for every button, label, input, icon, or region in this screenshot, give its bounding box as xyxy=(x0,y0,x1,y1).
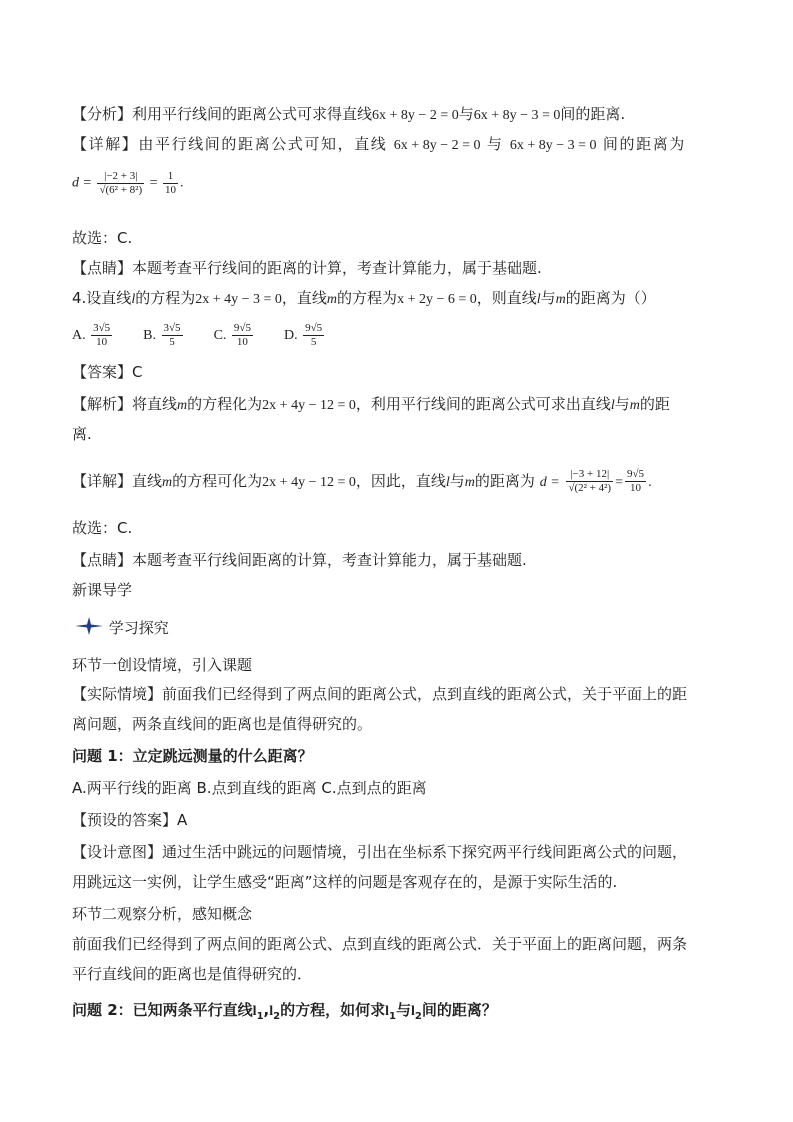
distance-formula: d = $\frac{|-2 + 3|}{\text{√(6² + 8²)}}$ = $\frac{1}{10}$ . xyxy=(72,170,184,196)
preset-answer-line xyxy=(72,810,187,830)
question-4: 4.设直线l的方程为2x + 4y − 3 = 0，直线m的方程为x + 2y − 6 = 0，则直线l与m的距离为（） xyxy=(72,289,656,307)
stage-2-heading: 环节二观察分析，感知概念 xyxy=(72,905,253,923)
design-intent-tag: 【设计意图】 xyxy=(72,843,163,861)
comment-tag: 【点睛】 xyxy=(72,551,133,569)
text: 间的距离为 xyxy=(602,135,686,153)
paragraph: 前面我们已经得到了两点间的距离公式、点到直线的距离公式．关于平面上的距离问题，两条 xyxy=(72,935,688,953)
text: 间的距离. xyxy=(560,105,626,123)
scenario-tag: 【实际情境】 xyxy=(72,685,163,703)
comment-text: 本题考查平行线间距离的计算，考查计算能力，属于基础题. xyxy=(132,551,527,569)
detail-tag: 【详解】 xyxy=(72,472,133,490)
equation: 2x + 4y − 12 = 0 xyxy=(262,398,356,413)
four-point-star-icon xyxy=(74,616,104,641)
study-heading xyxy=(74,616,169,641)
equation: 6x + 8y − 2 = 0 xyxy=(393,138,481,153)
formula-fraction: $\frac{|-2 + 3|}{\text{√(6² + 8²)}}$ xyxy=(99,170,143,196)
comment-tag: 【点睛】 xyxy=(72,259,133,277)
option-a: A. $\frac{3√5}{10}$ xyxy=(72,322,111,348)
equation: 2x + 4y − 12 = 0 xyxy=(262,475,356,490)
text: 与 xyxy=(486,135,504,153)
formula-result: $\frac{1}{10}$ xyxy=(165,170,177,196)
text: 与 xyxy=(458,105,474,123)
study-heading-text: 学习探究 xyxy=(108,619,169,637)
formula-lhs: d = xyxy=(72,175,92,191)
equation: 6x + 8y − 3 = 0 xyxy=(509,138,597,153)
equation: 6x + 8y − 2 = 0 xyxy=(372,108,459,123)
equation: 2x + 4y − 3 = 0 xyxy=(195,292,282,307)
answer-tag: 【答案】 xyxy=(72,363,133,381)
choice-line: 故选：C. xyxy=(72,519,133,537)
question-1: 问题 1：立定跳远测量的什么距离？ xyxy=(72,747,313,765)
scenario-line-cont: 离问题，两条直线间的距离也是值得研究的。 xyxy=(72,715,373,733)
option-b: B. $\frac{3√5}{5}$ xyxy=(143,322,181,348)
equation: 6x + 8y − 3 = 0 xyxy=(473,108,561,123)
formula-result: $\frac{9√5}{10}$ xyxy=(627,468,645,494)
options-row xyxy=(72,322,326,349)
comment-line xyxy=(72,258,542,278)
analysis-text: 利用平行线间的距离公式可求得直线 xyxy=(132,105,373,123)
answer-line xyxy=(72,362,143,382)
paragraph-cont: 平行直线间的距离也是值得研究的． xyxy=(72,965,313,983)
formula-fraction: $\frac{|-3 + 12|}{\text{√(2² + 4²)}}$ xyxy=(568,468,612,494)
analysis-line xyxy=(72,104,625,126)
design-intent-line-cont: 用跳远这一实例，让学生感受“距离”这样的问题是客观存在的，是源于实际生活的. xyxy=(72,873,618,891)
question-2: 问题 2：已知两条平行直线$l_1,l_2$的方程，如何求$l_1$与$l_2$间的距离？ xyxy=(72,1001,497,1022)
preset-answer-tag: 【预设的答案】 xyxy=(72,811,178,829)
choice-line: 故选：C. xyxy=(72,229,133,247)
equation: x + 2y − 6 = 0 xyxy=(397,292,477,307)
detail-line: 【详解】直线m的方程可化为2x + 4y − 12 = 0，因此，直线l与m的距离为 d = $\frac{|-3 + 12|}{\text{√(2² + 4²)}}$ = $\frac{9√5}{10}$ . xyxy=(72,468,652,494)
analysis-line: 【解析】将直线m的方程化为2x + 4y − 12 = 0，利用平行线间的距离公式可求出直线l与m的距 xyxy=(72,395,670,413)
answer-value: C xyxy=(132,363,143,381)
analysis-line-cont: 离. xyxy=(72,425,92,443)
option-d: D. $\frac{9√5}{5}$ xyxy=(283,322,323,348)
preset-answer-value: A xyxy=(177,811,188,829)
option-c: C. $\frac{9√5}{10}$ xyxy=(213,322,251,348)
design-intent-line: 【设计意图】通过生活中跳远的问题情境，引出在坐标系下探究两平行线间距离公式的问题， xyxy=(72,843,688,861)
section-heading: 新课导学 xyxy=(72,581,133,599)
analysis-tag: 【解析】 xyxy=(72,395,133,413)
scenario-line: 【实际情境】前面我们已经得到了两点间的距离公式，点到直线的距离公式，关于平面上的距 xyxy=(72,685,688,703)
analysis-tag: 【分析】 xyxy=(72,105,133,123)
question-1-choices: A.两平行线的距离 B.点到直线的距离 C.点到点的距离 xyxy=(72,779,427,797)
comment-text: 本题考查平行线间的距离的计算，考查计算能力，属于基础题. xyxy=(132,259,542,277)
detail-line xyxy=(72,134,686,156)
detail-text: 由平行线间的距离公式可知，直线 xyxy=(138,135,388,153)
detail-tag: 【详解】 xyxy=(72,135,139,153)
stage-1-heading: 环节一创设情境，引入课题 xyxy=(72,656,253,674)
comment-line xyxy=(72,550,527,570)
